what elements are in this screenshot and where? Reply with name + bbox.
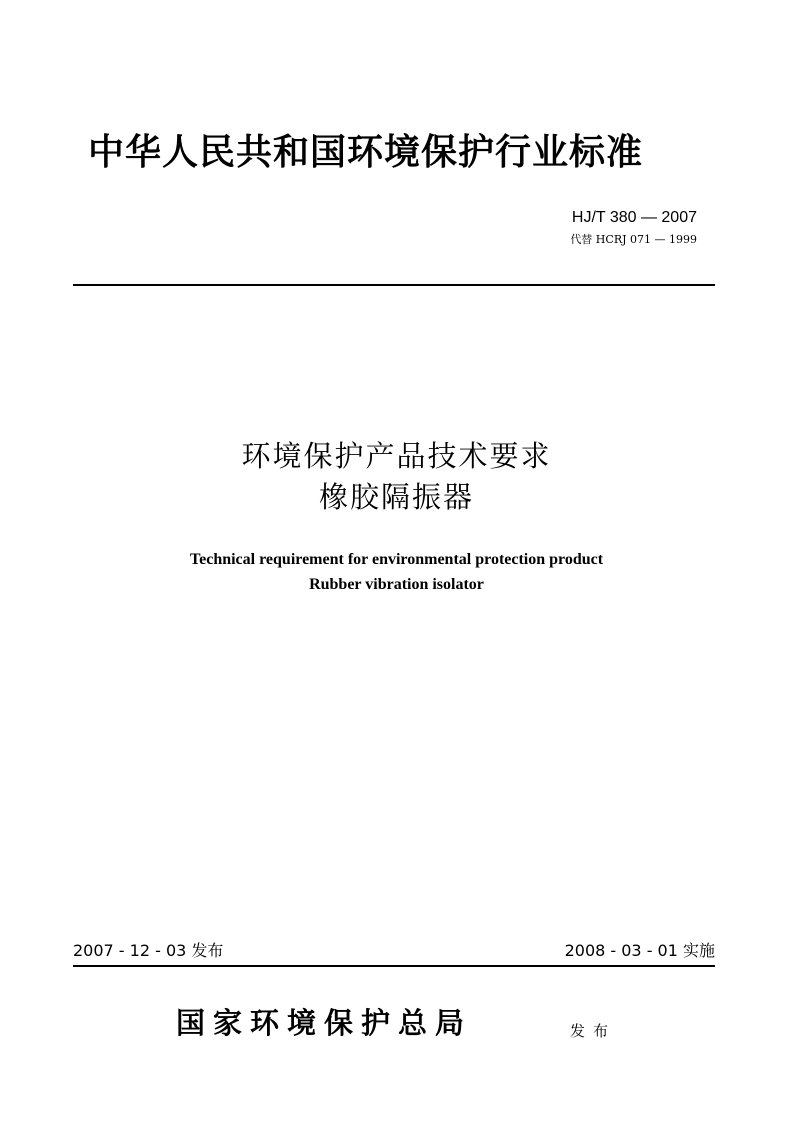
document-title-cn-line2: 橡胶隔振器 <box>318 480 474 514</box>
document-title-en-line1: Technical requirement for environmental protection product <box>189 551 604 568</box>
effective-date: 2008 - 03 - 01 实施 <box>564 941 715 960</box>
issuing-action: 发布 <box>570 1022 617 1040</box>
standard-code: HJ/T 380 — 2007 <box>571 209 697 226</box>
document-title-en-line2: Rubber vibration isolator <box>309 576 484 593</box>
top-divider <box>73 284 715 286</box>
issuing-authority: 国家环境保护总局 <box>176 1006 473 1040</box>
issue-date: 2007 - 12 - 03 发布 <box>73 941 224 960</box>
standard-category-heading: 中华人民共和国环境保护行业标准 <box>88 132 644 173</box>
bottom-divider <box>73 965 715 967</box>
document-title-cn-line1: 环境保护产品技术要求 <box>241 439 552 473</box>
replaces-standard: 代替 HCRJ 071 — 1999 <box>570 233 697 246</box>
